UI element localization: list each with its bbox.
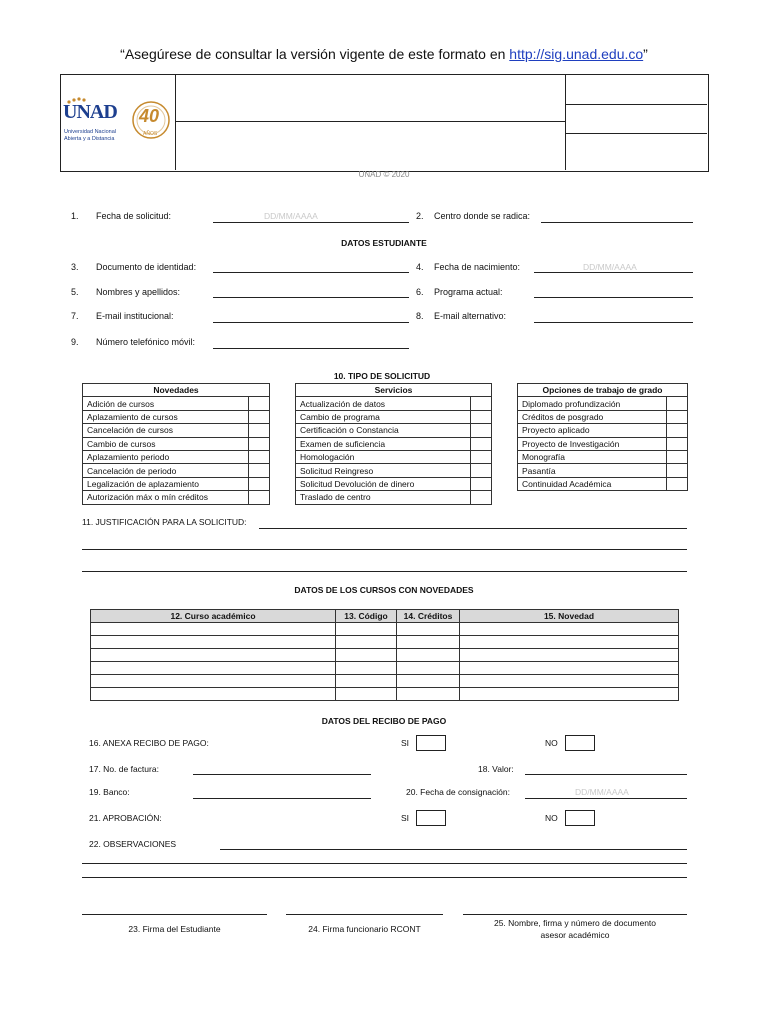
curso-cell[interactable] — [91, 662, 336, 675]
valor-input[interactable] — [525, 774, 687, 775]
novedades-row — [83, 424, 270, 437]
justificacion-input-3[interactable] — [82, 571, 687, 572]
version-notice — [0, 46, 768, 62]
novedades-item-checkbox[interactable] — [249, 397, 270, 410]
creditos-cell[interactable] — [397, 649, 460, 662]
banco-input[interactable] — [193, 798, 371, 799]
curso-cell[interactable] — [91, 675, 336, 688]
novedad-header: 15. Novedad — [460, 610, 679, 623]
codigo-cell[interactable] — [336, 662, 397, 675]
field-3-number: 3. — [71, 262, 79, 272]
curso-row — [91, 623, 679, 636]
field-6-number: 6. — [416, 287, 424, 297]
novedades-row — [83, 477, 270, 490]
copyright: UNAD © 2020 — [358, 170, 410, 179]
no-checkbox-16[interactable] — [565, 735, 595, 751]
sig-link[interactable]: http://sig.unad.edu.co — [509, 46, 644, 62]
creditos-cell[interactable] — [397, 675, 460, 688]
firma-asesor-label-1: 25. Nombre, firma y número de documento — [493, 918, 657, 928]
servicios-item-label: Cambio de programa — [296, 410, 471, 423]
field-8-number: 8. — [416, 311, 424, 321]
observaciones-input-3[interactable] — [82, 877, 687, 878]
field-21-label: 21. APROBACIÓN: — [89, 813, 162, 823]
justificacion-label: 11. JUSTIFICACIÓN PARA LA SOLICITUD: — [82, 517, 247, 527]
opciones-item-label: Monografía — [518, 450, 667, 463]
opciones-row — [518, 424, 688, 437]
opciones-item-label: Proyecto de Investigación — [518, 437, 667, 450]
fecha-nacimiento-input[interactable] — [534, 272, 693, 273]
novedades-item-label: Cancelación de periodo — [83, 464, 249, 477]
curso-row — [91, 675, 679, 688]
novedades-item-label: Cambio de cursos — [83, 437, 249, 450]
servicios-item-label: Certificación o Constancia — [296, 424, 471, 437]
notice-suffix: ” — [643, 46, 648, 62]
programa-input[interactable] — [534, 297, 693, 298]
notice-prefix: “Asegúrese de consultar la versión vigente de este formato en — [120, 46, 510, 62]
firma-rcont-label: 24. Firma funcionario RCONT — [308, 924, 421, 934]
novedades-item-checkbox[interactable] — [249, 477, 270, 490]
servicios-item-label: Actualización de datos — [296, 397, 471, 410]
servicios-item-checkbox[interactable] — [471, 437, 492, 450]
codigo-cell[interactable] — [336, 649, 397, 662]
nombres-input[interactable] — [213, 297, 409, 298]
field-9-label: Número telefónico móvil: — [96, 337, 196, 347]
servicios-item-checkbox[interactable] — [471, 491, 492, 504]
novedades-header: Novedades — [83, 384, 270, 397]
servicios-row — [296, 397, 492, 410]
opciones-row — [518, 477, 688, 490]
field-20-label: 20. Fecha de consignación: — [406, 787, 510, 797]
novedades-item-label: Autorización máx o mín créditos — [83, 491, 249, 504]
firma-asesor-line[interactable] — [463, 914, 687, 915]
servicios-item-checkbox[interactable] — [471, 464, 492, 477]
factura-input[interactable] — [193, 774, 371, 775]
opciones-item-label: Diplomado profundización — [518, 397, 667, 410]
codigo-cell[interactable] — [336, 688, 397, 701]
fecha-consignacion-input[interactable] — [525, 798, 687, 799]
creditos-header: 14. Créditos — [397, 610, 460, 623]
servicios-item-checkbox[interactable] — [471, 424, 492, 437]
opciones-item-checkbox[interactable] — [667, 464, 688, 477]
opciones-header: Opciones de trabajo de grado — [518, 384, 688, 397]
justificacion-input-1[interactable] — [259, 528, 687, 529]
novedades-item-label: Cancelación de cursos — [83, 424, 249, 437]
firma-estudiante-label: 23. Firma del Estudiante — [128, 924, 221, 934]
novedades-item-label: Aplazamiento periodo — [83, 450, 249, 463]
servicios-row — [296, 424, 492, 437]
opciones-item-checkbox[interactable] — [667, 410, 688, 423]
novedad-cell[interactable] — [460, 649, 679, 662]
firma-estudiante-line[interactable] — [82, 914, 267, 915]
novedades-row — [83, 464, 270, 477]
novedades-row — [83, 437, 270, 450]
novedad-cell[interactable] — [460, 675, 679, 688]
opciones-row — [518, 437, 688, 450]
novedades-row — [83, 450, 270, 463]
servicios-header: Servicios — [296, 384, 492, 397]
servicios-item-checkbox[interactable] — [471, 477, 492, 490]
field-7-label: E-mail institucional: — [96, 311, 174, 321]
curso-header: 12. Curso académico — [91, 610, 336, 623]
field-1-number: 1. — [71, 211, 79, 221]
servicios-item-checkbox[interactable] — [471, 397, 492, 410]
field-19-label: 19. Banco: — [89, 787, 130, 797]
novedades-item-checkbox[interactable] — [249, 437, 270, 450]
curso-row — [91, 688, 679, 701]
observaciones-input-1[interactable] — [220, 849, 687, 850]
creditos-cell[interactable] — [397, 662, 460, 675]
creditos-cell[interactable] — [397, 688, 460, 701]
field-3-label: Documento de identidad: — [96, 262, 197, 272]
si-checkbox-16[interactable] — [416, 735, 446, 751]
servicios-item-checkbox[interactable] — [471, 450, 492, 463]
curso-cell[interactable] — [91, 636, 336, 649]
servicios-table — [295, 383, 492, 505]
justificacion-input-2[interactable] — [82, 549, 687, 550]
curso-cell[interactable] — [91, 649, 336, 662]
firma-rcont-line[interactable] — [286, 914, 443, 915]
novedades-table — [82, 383, 270, 505]
novedades-row — [83, 491, 270, 504]
opciones-row — [518, 397, 688, 410]
logo-line1: Universidad Nacional — [64, 129, 116, 135]
centro-input[interactable] — [541, 222, 693, 223]
opciones-item-checkbox[interactable] — [667, 424, 688, 437]
no-label-16: NO — [545, 738, 558, 748]
field-16-label: 16. ANEXA RECIBO DE PAGO: — [89, 738, 209, 748]
curso-row — [91, 636, 679, 649]
opciones-item-label: Pasantía — [518, 464, 667, 477]
opciones-row — [518, 410, 688, 423]
telefono-input[interactable] — [213, 348, 409, 349]
creditos-cell[interactable] — [397, 636, 460, 649]
field-2-number: 2. — [416, 211, 424, 221]
curso-cell[interactable] — [91, 623, 336, 636]
novedades-item-label: Aplazamiento de cursos — [83, 410, 249, 423]
email-alternativo-input[interactable] — [534, 322, 693, 323]
unad-logo — [63, 96, 173, 148]
codigo-cell[interactable] — [336, 675, 397, 688]
novedades-item-checkbox[interactable] — [249, 450, 270, 463]
opciones-item-label: Créditos de posgrado — [518, 410, 667, 423]
field-4-number: 4. — [416, 262, 424, 272]
fecha-solicitud-placeholder: DD/MM/AAAA — [264, 211, 318, 221]
novedad-cell[interactable] — [460, 662, 679, 675]
curso-cell[interactable] — [91, 688, 336, 701]
servicios-item-checkbox[interactable] — [471, 410, 492, 423]
documento-input[interactable] — [213, 272, 409, 273]
field-1-label: Fecha de solicitud: — [96, 211, 172, 221]
servicios-item-label: Solicitud Reingreso — [296, 464, 471, 477]
servicios-row — [296, 477, 492, 490]
servicios-row — [296, 464, 492, 477]
novedades-item-checkbox[interactable] — [249, 491, 270, 504]
novedades-row — [83, 397, 270, 410]
servicios-item-label: Homologación — [296, 450, 471, 463]
si-label-21: SI — [401, 813, 410, 823]
field-6-label: Programa actual: — [434, 287, 503, 297]
no-checkbox-21[interactable] — [565, 810, 595, 826]
codigo-header: 13. Código — [336, 610, 397, 623]
novedades-item-checkbox[interactable] — [249, 410, 270, 423]
si-label-16: SI — [401, 738, 410, 748]
field-5-number: 5. — [71, 287, 79, 297]
field-17-label: 17. No. de factura: — [89, 764, 159, 774]
logo-line2: Abierta y a Distancia — [64, 136, 115, 142]
novedades-item-checkbox[interactable] — [249, 424, 270, 437]
section-datos-estudiante: DATOS ESTUDIANTE — [341, 238, 427, 248]
field-18-label: 18. Valor: — [478, 764, 514, 774]
creditos-cell[interactable] — [397, 623, 460, 636]
opciones-item-checkbox[interactable] — [667, 450, 688, 463]
field-4-label: Fecha de nacimiento: — [434, 262, 521, 272]
novedades-item-checkbox[interactable] — [249, 464, 270, 477]
servicios-item-label: Solicitud Devolución de dinero — [296, 477, 471, 490]
novedad-cell[interactable] — [460, 636, 679, 649]
opciones-table — [517, 383, 688, 491]
tipo-solicitud-title: 10. TIPO DE SOLICITUD — [333, 371, 431, 381]
pago-title: DATOS DEL RECIBO DE PAGO — [321, 716, 447, 726]
anniversary-number: 40 — [139, 106, 160, 126]
novedad-cell[interactable] — [460, 623, 679, 636]
field-2-label: Centro donde se radica: — [434, 211, 531, 221]
opciones-row — [518, 464, 688, 477]
fecha-solicitud-input[interactable] — [213, 222, 409, 223]
novedades-item-label: Legalización de aplazamiento — [83, 477, 249, 490]
servicios-row — [296, 450, 492, 463]
cursos-table — [90, 609, 679, 701]
opciones-item-label: Continuidad Académica — [518, 477, 667, 490]
opciones-item-checkbox[interactable] — [667, 437, 688, 450]
field-7-number: 7. — [71, 311, 79, 321]
servicios-row — [296, 491, 492, 504]
opciones-item-label: Proyecto aplicado — [518, 424, 667, 437]
logo-brand: UNAD — [63, 101, 117, 123]
cursos-title: DATOS DE LOS CURSOS CON NOVEDADES — [294, 585, 474, 595]
servicios-item-label: Traslado de centro — [296, 491, 471, 504]
field-8-label: E-mail alternativo: — [434, 311, 507, 321]
codigo-cell[interactable] — [336, 623, 397, 636]
novedad-cell[interactable] — [460, 688, 679, 701]
observaciones-input-2[interactable] — [82, 863, 687, 864]
opciones-item-checkbox[interactable] — [667, 397, 688, 410]
fecha-consignacion-placeholder: DD/MM/AAAA — [575, 787, 629, 797]
si-checkbox-21[interactable] — [416, 810, 446, 826]
field-9-number: 9. — [71, 337, 79, 347]
curso-row — [91, 649, 679, 662]
opciones-item-checkbox[interactable] — [667, 477, 688, 490]
servicios-row — [296, 410, 492, 423]
email-institucional-input[interactable] — [213, 322, 409, 323]
anniversary-word: AÑOS — [143, 131, 158, 137]
no-label-21: NO — [545, 813, 558, 823]
novedades-item-label: Adición de cursos — [83, 397, 249, 410]
fecha-nacimiento-placeholder: DD/MM/AAAA — [583, 262, 637, 272]
servicios-row — [296, 437, 492, 450]
novedades-row — [83, 410, 270, 423]
opciones-row — [518, 450, 688, 463]
servicios-item-label: Examen de suficiencia — [296, 437, 471, 450]
field-22-label: 22. OBSERVACIONES — [89, 839, 177, 849]
codigo-cell[interactable] — [336, 636, 397, 649]
field-5-label: Nombres y apellidos: — [96, 287, 181, 297]
curso-row — [91, 662, 679, 675]
firma-asesor-label-2: asesor académico — [540, 930, 610, 940]
